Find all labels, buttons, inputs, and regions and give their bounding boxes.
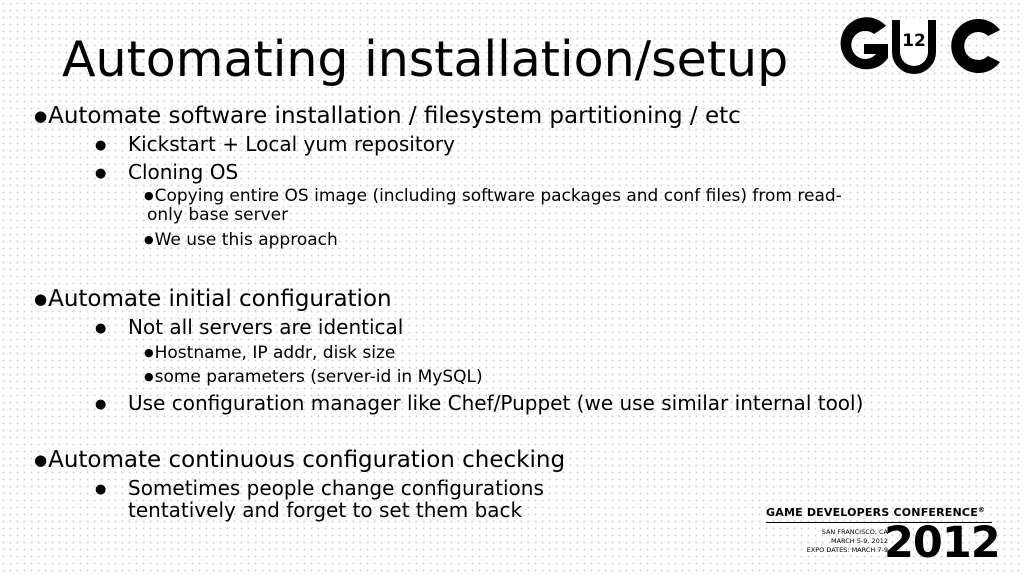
bullet-level2-continuation: tentatively and forget to set them back xyxy=(128,498,523,522)
bullet-text: Sometimes people change configurations xyxy=(128,476,544,500)
bullet-level3 xyxy=(144,230,338,250)
conference-badge xyxy=(766,506,998,566)
bullet-dot: ● xyxy=(34,107,48,125)
bullet-level2 xyxy=(95,161,238,185)
gdc-logo-badge-number: 12 xyxy=(902,31,926,51)
bullet-level3 xyxy=(144,367,483,387)
bullet-text: Hostname, IP addr, disk size xyxy=(154,343,396,363)
bullet-dot: ● xyxy=(95,482,107,497)
bullet-level2 xyxy=(95,133,455,157)
bullet-level1 xyxy=(34,285,392,313)
bullet-dot: ● xyxy=(144,189,154,202)
bullet-level1 xyxy=(34,102,741,130)
bullet-dot: ● xyxy=(95,397,107,412)
bullet-dot: ● xyxy=(34,290,48,308)
bullet-text: Automate continuous configuration checking xyxy=(48,447,566,473)
trademark-symbol: ® xyxy=(977,506,986,514)
bullet-level3-continuation: only base server xyxy=(147,205,289,225)
bullet-dot: ● xyxy=(144,233,154,246)
bullet-dot: ● xyxy=(95,138,107,153)
bullet-text: Automate initial configuration xyxy=(48,286,392,312)
conference-year: 2012 xyxy=(884,518,1000,568)
bullet-text: Use configuration manager like Chef/Puppet (we use similar internal tool) xyxy=(128,391,864,415)
bullet-text: Kickstart + Local yum repository xyxy=(128,132,455,156)
bullet-level2 xyxy=(95,392,863,416)
conference-dates: MARCH 5-9, 2012 xyxy=(830,537,888,545)
bullet-dot: ● xyxy=(34,451,48,469)
bullet-dot: ● xyxy=(144,370,154,383)
bullet-level3 xyxy=(144,186,842,206)
bullet-level3 xyxy=(144,343,395,363)
conference-info xyxy=(807,528,888,555)
slide-title: Automating installation/setup xyxy=(62,31,789,88)
bullet-level1 xyxy=(34,446,565,474)
bullet-text: Cloning OS xyxy=(128,160,239,184)
bullet-text: Automate software installation / filesystem partitioning / etc xyxy=(48,103,741,129)
conference-location: SAN FRANCISCO, CA xyxy=(821,528,888,536)
bullet-text: some parameters (server-id in MySQL) xyxy=(154,367,483,387)
bullet-text: Copying entire OS image (including software packages and conf files) from read- xyxy=(154,186,842,206)
bullet-dot: ● xyxy=(95,321,107,336)
bullet-text: Not all servers are identical xyxy=(128,315,404,339)
bullet-dot: ● xyxy=(144,346,154,359)
conference-expo-dates: EXPO DATES: MARCH 7-9 xyxy=(806,546,888,554)
bullet-level2 xyxy=(95,316,403,340)
bullet-dot: ● xyxy=(95,166,107,181)
bullet-text: We use this approach xyxy=(154,230,338,250)
conference-name: GAME DEVELOPERS CONFERENCE® xyxy=(766,506,986,519)
